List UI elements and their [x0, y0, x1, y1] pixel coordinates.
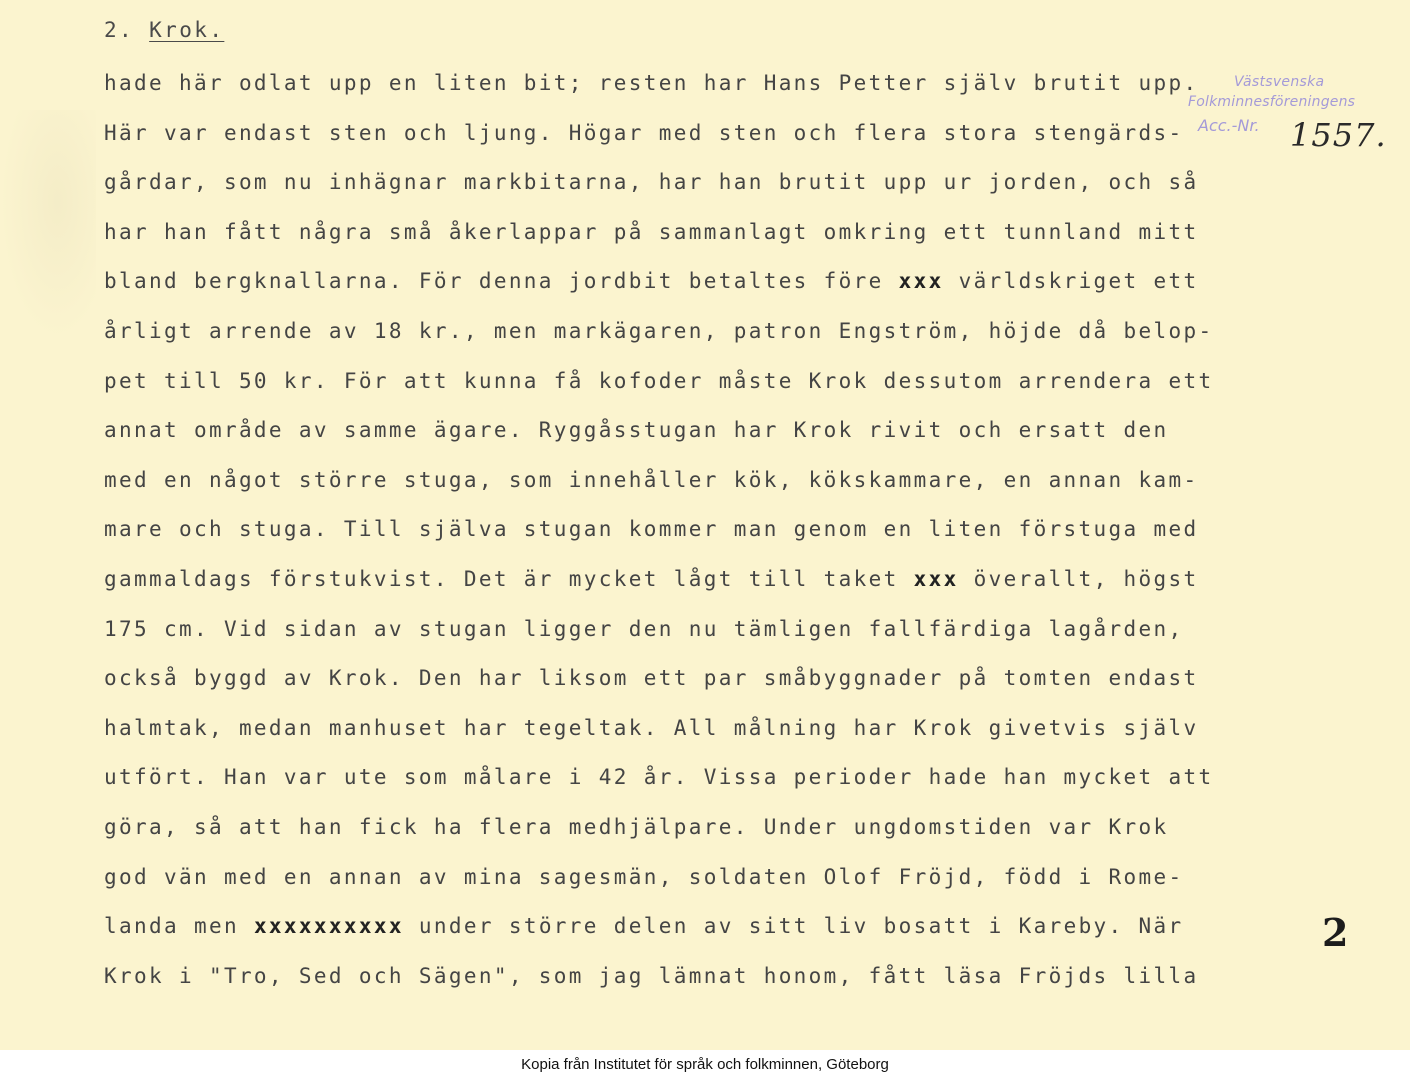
stamp-organization-line2: Folkminnesföreningens	[1188, 94, 1356, 110]
text-line: utfört. Han var ute som målare i 42 år. Vissa perioder hade han mycket att	[104, 765, 1214, 790]
page-number: 2	[1322, 910, 1349, 955]
text-line: annat område av samme ägare. Ryggåsstugan har Krok rivit och ersatt den	[104, 418, 1169, 443]
text-segment: världskriget ett	[943, 269, 1199, 294]
struck-out-text: xxx	[898, 269, 944, 294]
section-number: 2.	[104, 18, 135, 42]
text-line: 175 cm. Vid sidan av stugan ligger den nu tämligen fallfärdiga lagården,	[104, 616, 1184, 641]
text-line	[104, 562, 1214, 612]
struck-out-text: xxx	[913, 566, 959, 591]
text-line: har han fått några små åkerlappar på sammanlagt omkring ett tunnland mitt	[104, 219, 1199, 244]
text-line: årligt arrende av 18 kr., men markägaren, patron Engström, höjde då belop-	[104, 318, 1214, 343]
text-line: gårdar, som nu inhägnar markbitarna, har han brutit upp ur jorden, och så	[104, 170, 1199, 195]
text-line	[104, 909, 1214, 959]
text-line: också byggd av Krok. Den har liksom ett par småbyggnader på tomten endast	[104, 666, 1199, 691]
text-line: halmtak, medan manhuset har tegeltak. All målning har Krok givetvis själv	[104, 715, 1199, 740]
text-line: god vän med en annan av mina sagesmän, soldaten Olof Fröjd, född i Rome-	[104, 864, 1184, 889]
stamp-organization-line1: Västsvenska	[1234, 74, 1325, 90]
typed-text-body	[104, 66, 1214, 1008]
struck-out-text: xxxxxxxxxx	[253, 914, 404, 939]
text-segment: under större delen av sitt liv bosatt i Kareby. När	[403, 914, 1184, 939]
stamp-accession-label: Acc.-Nr.	[1198, 116, 1260, 135]
text-line: hade här odlat upp en liten bit; resten har Hans Petter själv brutit upp.	[104, 71, 1199, 95]
paper-bleed-through	[0, 110, 96, 340]
text-segment: landa men	[104, 914, 254, 939]
text-line: med en något större stuga, som innehåller kök, kökskammare, en annan kam-	[104, 467, 1199, 492]
text-line	[104, 264, 1214, 314]
text-segment: gammaldags förstukvist. Det är mycket lågt till taket	[104, 566, 914, 591]
text-line: mare och stuga. Till själva stugan kommer man genom en liten förstuga med	[104, 517, 1199, 542]
archive-stamp	[1186, 70, 1406, 170]
handwritten-accession-number: 1557.	[1290, 116, 1387, 154]
footer-credit: Kopia från Institutet för språk och folkminnen, Göteborg	[521, 1056, 889, 1073]
text-segment: bland bergknallarna. För denna jordbit betaltes före	[104, 269, 899, 294]
footer-bar	[0, 1050, 1410, 1082]
text-line: pet till 50 kr. För att kunna få kofoder måste Krok dessutom arrendera ett	[104, 368, 1214, 393]
text-line: Krok i "Tro, Sed och Sägen", som jag lämnat honom, fått läsa Fröjds lilla	[104, 963, 1199, 988]
section-header	[104, 18, 224, 42]
text-segment: överallt, högst	[958, 566, 1199, 591]
section-title: Krok.	[149, 18, 225, 42]
text-line: Här var endast sten och ljung. Högar med sten och flera stora stengärds-	[104, 120, 1184, 145]
text-line: göra, så att han fick ha flera medhjälpare. Under ungdomstiden var Krok	[104, 814, 1169, 839]
